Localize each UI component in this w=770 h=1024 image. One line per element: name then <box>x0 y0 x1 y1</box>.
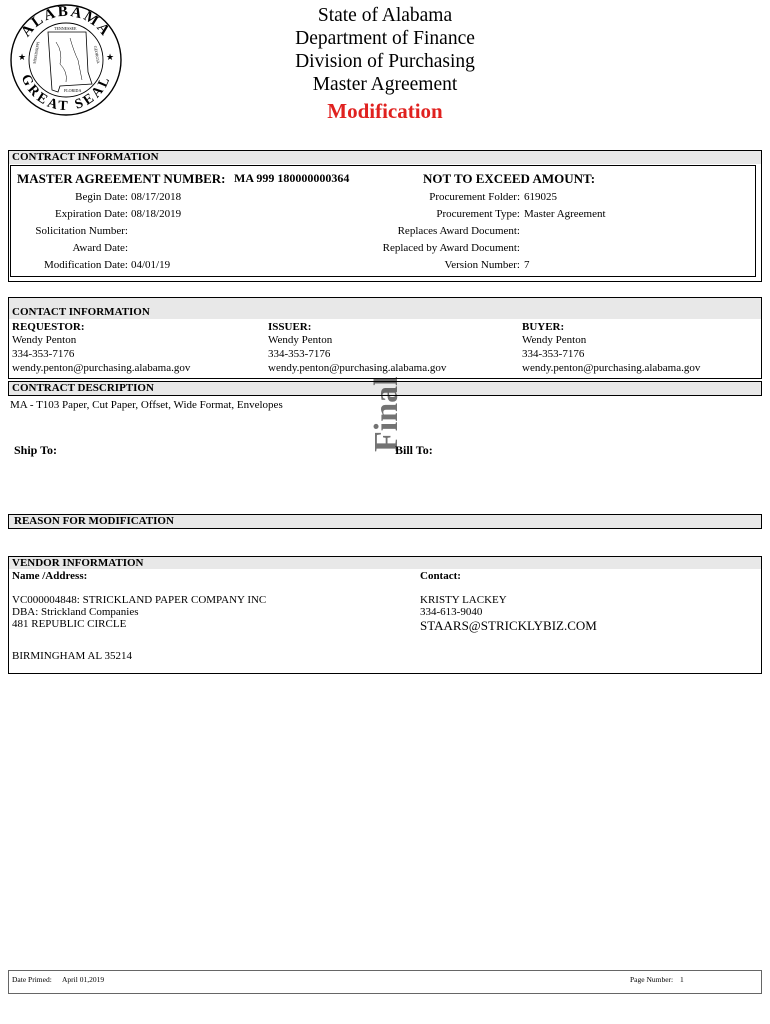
buyer-phone: 334-353-7176 <box>522 348 585 360</box>
expiration-date-value: 08/18/2019 <box>131 208 182 220</box>
contract-description-text: MA - T103 Paper, Cut Paper, Offset, Wide Format, Envelopes <box>10 399 283 411</box>
issuer-email[interactable]: wendy.penton@purchasing.alabama.gov <box>268 362 447 374</box>
vendor-line-1: VC000004848: STRICKLAND PAPER COMPANY INC <box>12 594 267 606</box>
begin-date-label: Begin Date: <box>75 191 128 203</box>
header-division: Division of Purchasing <box>295 51 475 72</box>
replaced-by-award-label: Replaced by Award Document: <box>382 242 520 254</box>
vendor-city: BIRMINGHAM AL 35214 <box>12 650 132 662</box>
alabama-great-seal-logo <box>8 2 124 118</box>
svg-text:FLORIDA: FLORIDA <box>64 88 82 93</box>
issuer-label: ISSUER: <box>268 321 312 333</box>
date-primed-value: April 01,2019 <box>62 975 105 984</box>
svg-text:MISSISSIPPI: MISSISSIPPI <box>31 41 41 65</box>
contract-info-title: CONTRACT INFORMATION <box>12 151 159 163</box>
version-number-label: Version Number: <box>444 259 520 271</box>
modification-date-label: Modification Date: <box>43 259 128 271</box>
svg-text:ALABAMA: ALABAMA <box>18 3 114 41</box>
issuer-name: Wendy Penton <box>268 334 333 346</box>
expiration-date-label: Expiration Date: <box>54 208 128 220</box>
page-number-label: Page Number: <box>630 975 674 984</box>
buyer-email[interactable]: wendy.penton@purchasing.alabama.gov <box>522 362 701 374</box>
buyer-label: BUYER: <box>522 321 565 333</box>
bill-to-label: Bill To: <box>395 443 433 457</box>
issuer-phone: 334-353-7176 <box>268 348 331 360</box>
vendor-name-address-label: Name /Address: <box>12 570 88 582</box>
requestor-label: REQUESTOR: <box>12 321 85 333</box>
procurement-type-value: Master Agreement <box>524 208 606 220</box>
vendor-contact-email[interactable]: STAARS@STRICKLYBIZ.COM <box>420 618 597 633</box>
begin-date-value: 08/17/2018 <box>131 191 182 203</box>
final-watermark: Final <box>368 376 405 452</box>
reason-title: REASON FOR MODIFICATION <box>14 515 174 527</box>
contact-info-title: CONTACT INFORMATION <box>12 306 150 318</box>
modification-title: Modification <box>327 99 443 123</box>
vendor-line-2: DBA: Strickland Companies <box>12 606 139 618</box>
contract-description-title: CONTRACT DESCRIPTION <box>12 382 154 394</box>
date-primed-label: Date Primed: <box>12 975 52 984</box>
svg-text:★: ★ <box>18 52 27 62</box>
vendor-contact-name: KRISTY LACKEY <box>420 594 507 606</box>
svg-text:GEORGIA: GEORGIA <box>93 45 102 64</box>
vendor-contact-phone: 334-613-9040 <box>420 606 483 618</box>
ma-number-label: MASTER AGREEMENT NUMBER: <box>17 171 226 186</box>
modification-date-value: 04/01/19 <box>131 259 171 271</box>
requestor-name: Wendy Penton <box>12 334 77 346</box>
page-number-value: 1 <box>680 975 684 984</box>
ship-to-label: Ship To: <box>14 443 58 457</box>
vendor-info-title: VENDOR INFORMATION <box>12 557 144 569</box>
version-number-value: 7 <box>524 259 530 271</box>
header-state: State of Alabama <box>317 5 453 26</box>
procurement-folder-label: Procurement Folder: <box>429 191 520 203</box>
svg-text:TENNESSEE: TENNESSEE <box>54 26 77 31</box>
requestor-phone: 334-353-7176 <box>12 348 75 360</box>
vendor-line-3: 481 REPUBLIC CIRCLE <box>12 618 127 630</box>
svg-text:GREAT SEAL: GREAT SEAL <box>17 72 115 115</box>
ma-number-value: MA 999 180000000364 <box>234 171 350 185</box>
procurement-folder-value: 619025 <box>524 191 557 203</box>
svg-text:★: ★ <box>106 52 115 62</box>
header-department: Department of Finance <box>295 28 475 49</box>
nte-label: NOT TO EXCEED AMOUNT: <box>423 171 596 186</box>
requestor-email[interactable]: wendy.penton@purchasing.alabama.gov <box>12 362 191 374</box>
vendor-contact-label: Contact: <box>420 570 461 582</box>
award-date-label: Award Date: <box>72 242 128 254</box>
procurement-type-label: Procurement Type: <box>436 208 520 220</box>
solicitation-number-label: Solicitation Number: <box>35 225 128 237</box>
replaces-award-label: Replaces Award Document: <box>397 225 520 237</box>
buyer-name: Wendy Penton <box>522 334 587 346</box>
header-doc-type: Master Agreement <box>312 74 458 95</box>
